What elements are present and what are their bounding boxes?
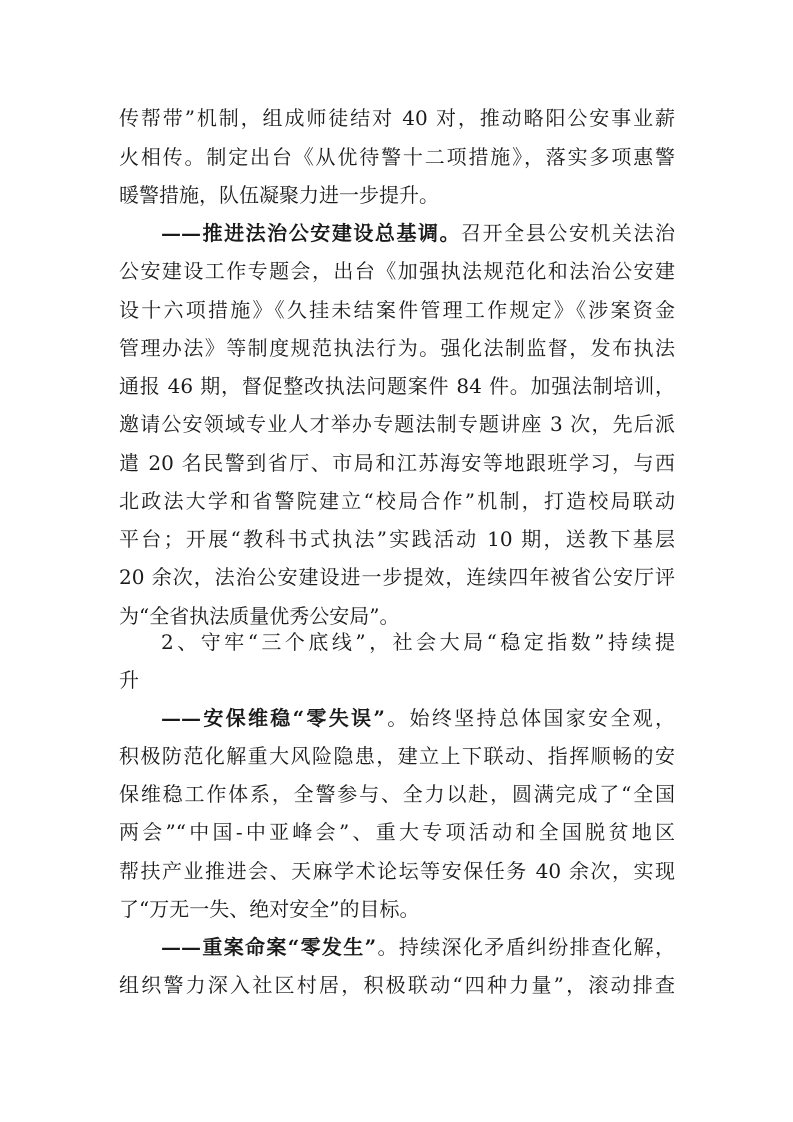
paragraph-1-line-3: 暖警措施，队伍凝聚力进一步提升。 bbox=[119, 183, 439, 207]
paragraph-4-line-2: 组织警力深入社区村居，积极联动“四种力量”，滚动排查 bbox=[119, 973, 675, 997]
paragraph-2-line-6: 邀请公安领域专业人才举办专题法制专题讲座 3 次，先后派 bbox=[119, 412, 675, 436]
paragraph-2-line-4: 管理办法》等制度规范执法行为。强化法制监督，发布执法 bbox=[119, 336, 675, 360]
paragraph-4-line-1 bbox=[161, 930, 675, 964]
section-heading-line-1: 2、守牢“三个底线”，社会大局“稳定指数”持续提 bbox=[161, 630, 675, 654]
paragraph-3-line-5: 帮扶产业推进会、天麻学术论坛等安保任务 40 余次，实现 bbox=[119, 859, 675, 883]
paragraph-1-line-1: 传帮带”机制，组成师徒结对 40 对，推动略阳公安事业薪 bbox=[119, 106, 675, 130]
paragraph-3-line-4: 两会”“中国-中亚峰会”、重大专项活动和全国脱贫地区 bbox=[119, 820, 675, 844]
paragraph-1-line-2: 火相传。制定出台《从优待警十二项措施》，落实多项惠警 bbox=[119, 145, 675, 169]
paragraph-4-heading: ——重案命案“零发生” bbox=[161, 935, 377, 959]
paragraph-3-line-3: 保维稳工作体系，全警参与、全力以赴，圆满完成了“全国 bbox=[119, 782, 675, 806]
paragraph-3-line-2: 积极防范化解重大风险隐患，建立上下联动、指挥顺畅的安 bbox=[119, 744, 675, 768]
paragraph-2-line-7: 遣 20 名民警到省厅、市局和江苏海安等地跟班学习，与西 bbox=[119, 451, 675, 475]
paragraph-3-line-1-text: 。始终坚持总体国家安全观， bbox=[384, 706, 675, 730]
paragraph-2-line-11: 为“全省执法质量优秀公安局”。 bbox=[119, 604, 400, 628]
section-heading-line-2: 升 bbox=[119, 668, 139, 692]
paragraph-3-line-1 bbox=[161, 701, 675, 735]
paragraph-3-heading: ——安保维稳“零失误” bbox=[161, 706, 385, 730]
paragraph-2-line-3: 设十六项措施》《久挂未结案件管理工作规定》《涉案资金 bbox=[119, 298, 675, 322]
paragraph-2-line-1-text: 召开全县公安机关法治 bbox=[461, 221, 675, 245]
paragraph-4-line-1-text: 。持续深化矛盾纠纷排查化解， bbox=[376, 935, 675, 959]
paragraph-2-line-9: 平台；开展“教科书式执法”实践活动 10 期，送教下基层 bbox=[119, 527, 675, 551]
paragraph-2-heading: ——推进法治公安建设总基调。 bbox=[161, 221, 462, 245]
paragraph-3-line-6: 了“万无一失、绝对安全”的目标。 bbox=[119, 897, 420, 921]
paragraph-2-line-8: 北政法大学和省警院建立“校局合作”机制，打造校局联动 bbox=[119, 489, 675, 513]
paragraph-2-line-10: 20 余次，法治公安建设进一步提效，连续四年被省公安厅评 bbox=[119, 565, 675, 589]
paragraph-2-line-5: 通报 46 期，督促整改执法问题案件 84 件。加强法制培训， bbox=[119, 374, 675, 398]
paragraph-2-line-2: 公安建设工作专题会，出台《加强执法规范化和法治公安建 bbox=[119, 259, 675, 283]
paragraph-2-line-1 bbox=[161, 216, 675, 250]
